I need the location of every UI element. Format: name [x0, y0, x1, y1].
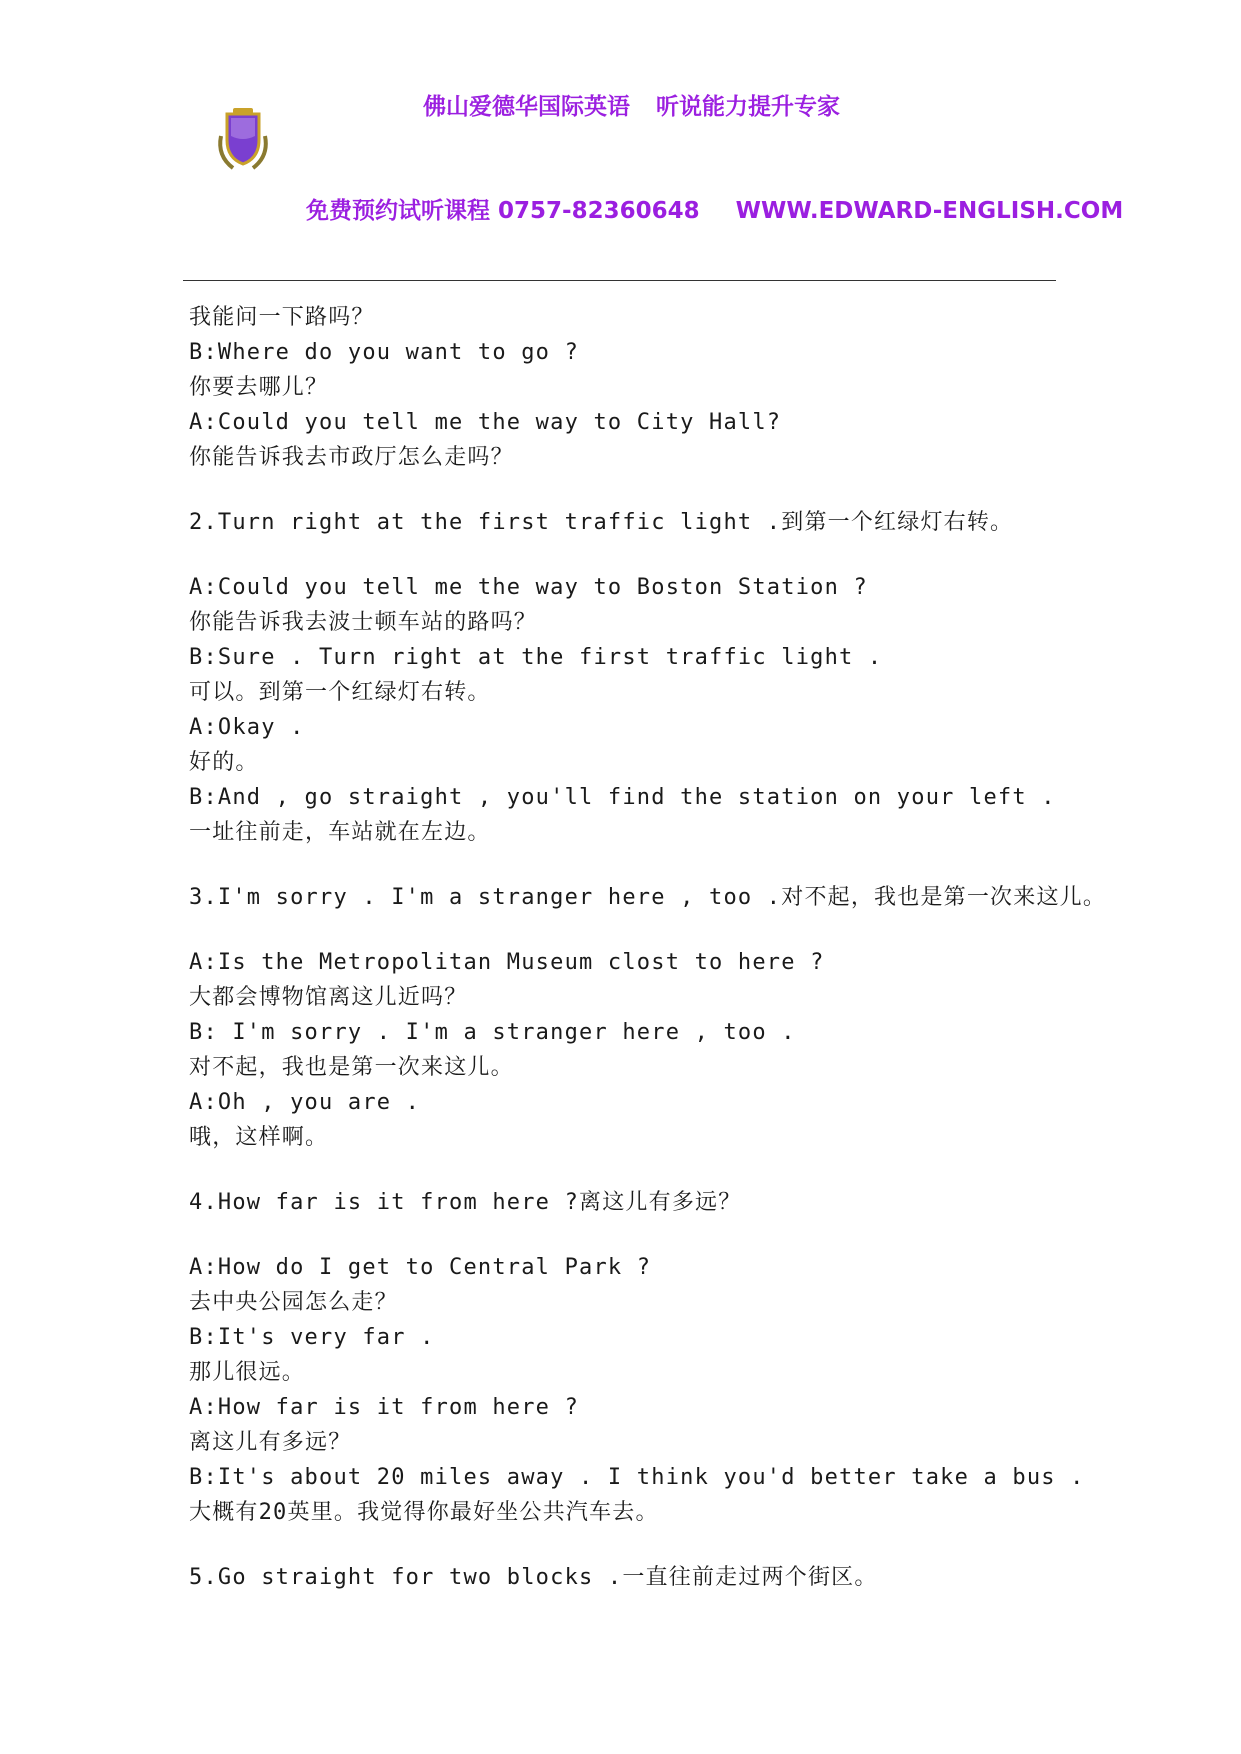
text-line: 5.Go straight for two blocks .一直往前走过两个街区。 — [189, 1565, 878, 1590]
text-line: A:Oh , you are . — [189, 1090, 421, 1115]
text-line: 那儿很远。 — [189, 1360, 306, 1385]
paragraph-gap — [189, 1530, 1089, 1560]
paragraph-gap — [189, 1220, 1089, 1250]
text-line: A:Could you tell me the way to City Hall? — [189, 410, 782, 435]
text-line: 你能告诉我去市政厅怎么走吗？ — [189, 445, 514, 470]
text-line: 离这儿有多远？ — [189, 1430, 352, 1455]
text-line: B:Where do you want to go ? — [189, 340, 580, 365]
paragraph-gap — [189, 915, 1089, 945]
paragraph-gap — [189, 1155, 1089, 1185]
text-line: 你能告诉我去波士顿车站的路吗？ — [189, 610, 538, 635]
text-line: 4.How far is it from here ?离这儿有多远？ — [189, 1190, 742, 1215]
contact-line — [306, 192, 1123, 225]
text-line: B:And , go straight , you'll find the station on your left . — [189, 785, 1056, 810]
text-line: A:Okay . — [189, 715, 305, 740]
slogan: 听说能力提升专家 — [656, 94, 840, 120]
text-line: 好的。 — [189, 750, 259, 775]
text-line: 大都会博物馆离这儿近吗？ — [189, 985, 468, 1010]
text-line: 我能问一下路吗？ — [189, 305, 375, 330]
paragraph-gap — [189, 850, 1089, 880]
paragraph-gap — [189, 475, 1089, 505]
text-line: 大概有20英里。我觉得你最好坐公共汽车去。 — [189, 1500, 659, 1525]
text-line: 一址往前走，车站就在左边。 — [189, 820, 491, 845]
text-line: 3.I'm sorry . I'm a stranger here , too .对不起，我也是第一次来这儿。 — [189, 885, 1107, 910]
text-line: B:It's about 20 miles away . I think you'd better take a bus . — [189, 1465, 1085, 1490]
website-url[interactable]: WWW.EDWARD-ENGLISH.COM — [735, 198, 1124, 224]
text-line: 可以。到第一个红绿灯右转。 — [189, 680, 491, 705]
text-line: 对不起，我也是第一次来这儿。 — [189, 1055, 514, 1080]
paragraph-gap — [189, 540, 1089, 570]
text-line: 2.Turn right at the first traffic light .到第一个红绿灯右转。 — [189, 510, 1014, 535]
header-divider — [183, 280, 1056, 281]
text-line: A:Is the Metropolitan Museum clost to here ? — [189, 950, 825, 975]
text-line: 去中央公园怎么走？ — [189, 1290, 398, 1315]
text-line: 你要去哪儿？ — [189, 375, 329, 400]
text-line: A:How far is it from here ? — [189, 1395, 580, 1420]
document-body — [189, 300, 1107, 1595]
text-line: B:Sure . Turn right at the first traffic light . — [189, 645, 883, 670]
text-line: B:It's very far . — [189, 1325, 435, 1350]
school-name: 佛山爱德华国际英语 — [423, 94, 630, 120]
school-crest-logo — [213, 106, 273, 174]
text-line: A:How do I get to Central Park ? — [189, 1255, 652, 1280]
text-line: B: I'm sorry . I'm a stranger here , too . — [189, 1020, 796, 1045]
trial-phone: 免费预约试听课程 0757-82360648 — [306, 198, 700, 224]
header-title — [423, 88, 840, 121]
text-line: A:Could you tell me the way to Boston Station ? — [189, 575, 868, 600]
text-line: 哦，这样啊。 — [189, 1125, 329, 1150]
